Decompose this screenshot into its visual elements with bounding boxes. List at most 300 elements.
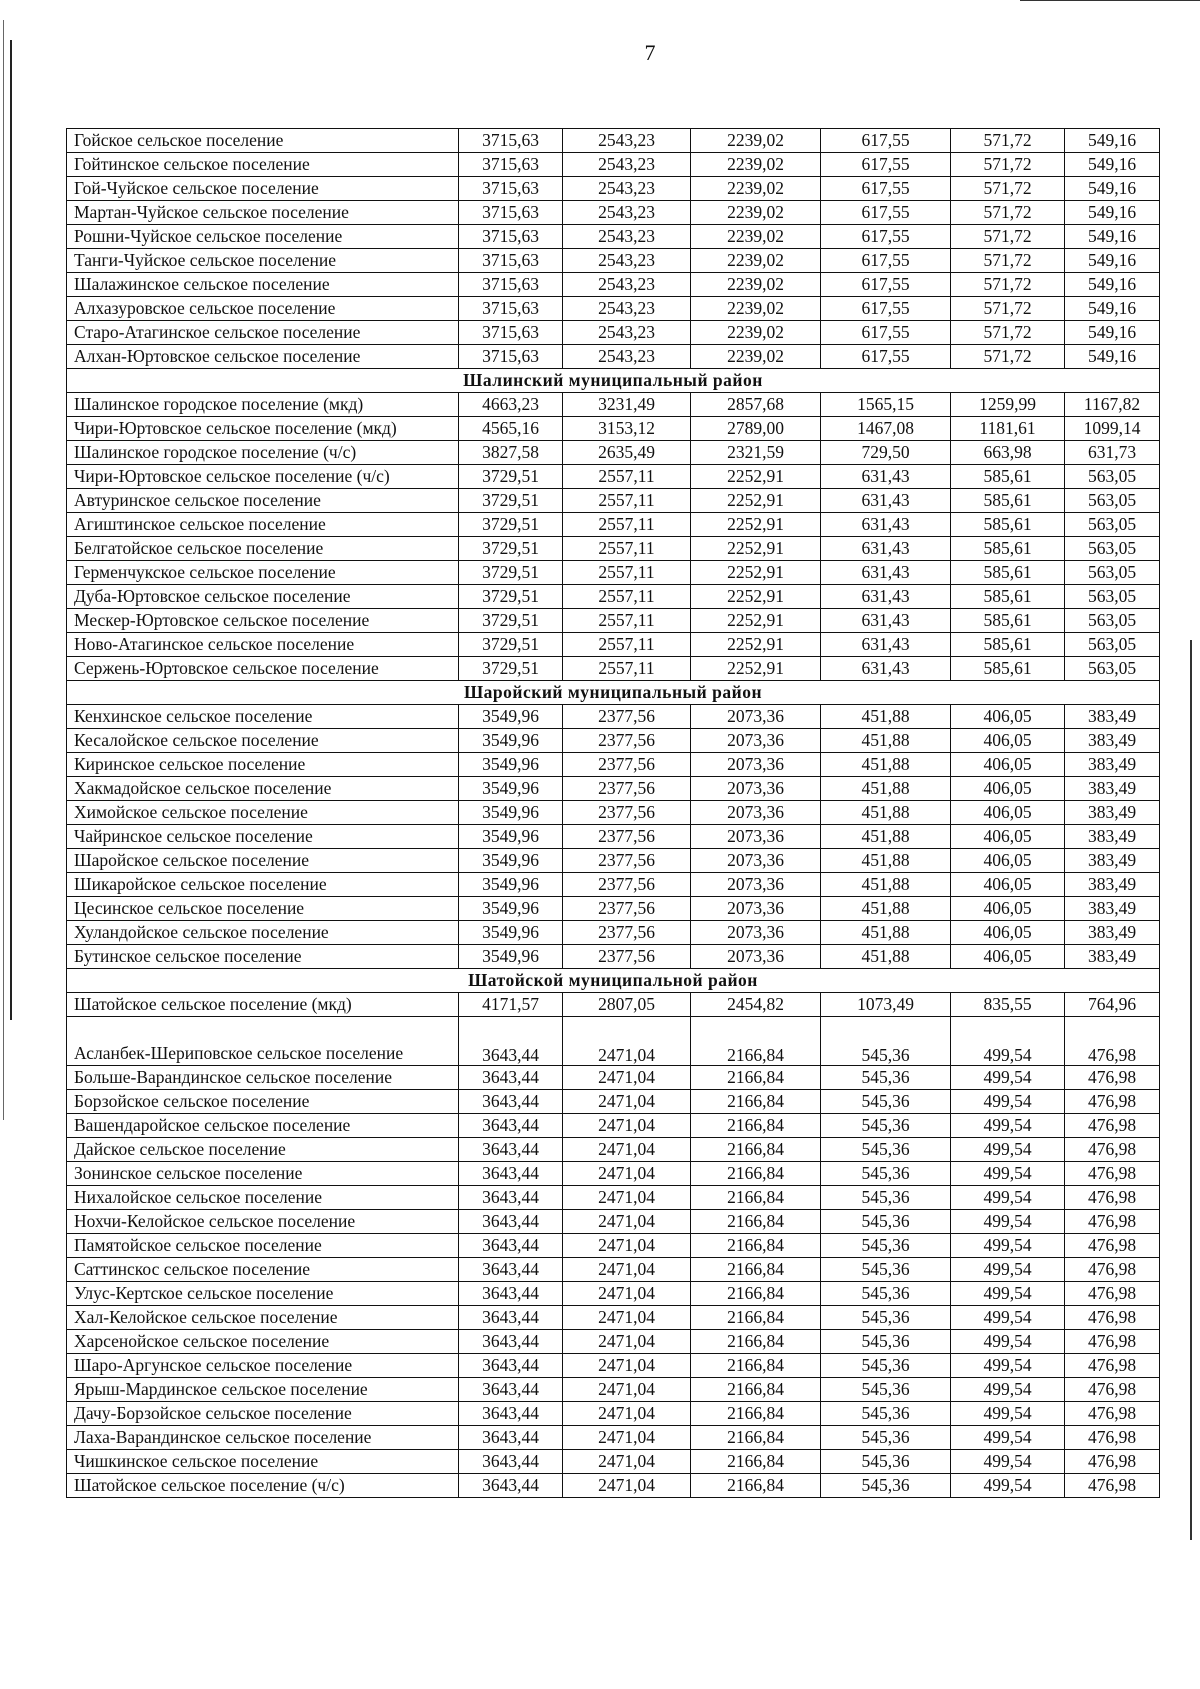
- value-cell-3: 2239,02: [691, 297, 821, 321]
- value-cell-2: 2377,56: [563, 849, 691, 873]
- settlement-name-cell: Ярыш-Мардинское сельское поселение: [67, 1378, 459, 1402]
- value-cell-3: 2166,84: [691, 1474, 821, 1498]
- value-cell-5: 499,54: [951, 1354, 1065, 1378]
- settlement-name-cell: Харсенойское сельское поселение: [67, 1330, 459, 1354]
- value-cell-6: 563,05: [1065, 585, 1160, 609]
- value-cell-5: 499,54: [951, 1330, 1065, 1354]
- value-cell-6: 476,98: [1065, 1450, 1160, 1474]
- value-cell-4: 631,43: [821, 489, 951, 513]
- settlement-name-cell: Гойтинское сельское поселение: [67, 153, 459, 177]
- value-cell-5: 406,05: [951, 897, 1065, 921]
- value-cell-6: 476,98: [1065, 1162, 1160, 1186]
- value-cell-2: 3153,12: [563, 417, 691, 441]
- value-cell-4: 451,88: [821, 825, 951, 849]
- table-row: [67, 873, 1160, 897]
- value-cell-3: 2166,84: [691, 1017, 821, 1066]
- value-cell-2: 2471,04: [563, 1114, 691, 1138]
- value-cell-4: 451,88: [821, 921, 951, 945]
- value-cell-1: 3729,51: [459, 489, 563, 513]
- table-row: [67, 657, 1160, 681]
- settlement-name-cell: Алхазуровское сельское поселение: [67, 297, 459, 321]
- value-cell-6: 476,98: [1065, 1114, 1160, 1138]
- table-row: [67, 489, 1160, 513]
- value-cell-3: 2252,91: [691, 561, 821, 585]
- value-cell-5: 499,54: [951, 1450, 1065, 1474]
- value-cell-6: 383,49: [1065, 777, 1160, 801]
- value-cell-5: 571,72: [951, 297, 1065, 321]
- value-cell-3: 2166,84: [691, 1162, 821, 1186]
- table-row: [67, 1234, 1160, 1258]
- value-cell-6: 383,49: [1065, 729, 1160, 753]
- settlement-name-cell: Асланбек-Шериповское сельское поселение: [67, 1017, 459, 1066]
- settlement-name-cell: Химойское сельское поселение: [67, 801, 459, 825]
- settlement-name-cell: Мартан-Чуйское сельское поселение: [67, 201, 459, 225]
- value-cell-3: 2073,36: [691, 777, 821, 801]
- value-cell-4: 631,43: [821, 465, 951, 489]
- value-cell-1: 4663,23: [459, 393, 563, 417]
- value-cell-4: 451,88: [821, 945, 951, 969]
- value-cell-1: 3715,63: [459, 249, 563, 273]
- value-cell-5: 406,05: [951, 825, 1065, 849]
- value-cell-2: 2471,04: [563, 1306, 691, 1330]
- value-cell-6: 476,98: [1065, 1402, 1160, 1426]
- value-cell-1: 3643,44: [459, 1114, 563, 1138]
- value-cell-2: 2377,56: [563, 945, 691, 969]
- value-cell-4: 631,43: [821, 609, 951, 633]
- district-title: Шаройский муниципальный район: [67, 681, 1160, 705]
- value-cell-5: 571,72: [951, 153, 1065, 177]
- value-cell-1: 3729,51: [459, 561, 563, 585]
- value-cell-1: 3549,96: [459, 825, 563, 849]
- value-cell-5: 499,54: [951, 1474, 1065, 1498]
- value-cell-5: 571,72: [951, 345, 1065, 369]
- table-row: [67, 1378, 1160, 1402]
- settlement-name-cell: Танги-Чуйское сельское поселение: [67, 249, 459, 273]
- table-row: [67, 225, 1160, 249]
- table-row: [67, 561, 1160, 585]
- value-cell-6: 476,98: [1065, 1210, 1160, 1234]
- settlement-name-cell: Белгатойское сельское поселение: [67, 537, 459, 561]
- value-cell-1: 3729,51: [459, 465, 563, 489]
- value-cell-3: 2454,82: [691, 993, 821, 1017]
- value-cell-2: 2471,04: [563, 1186, 691, 1210]
- value-cell-1: 3729,51: [459, 513, 563, 537]
- value-cell-1: 3643,44: [459, 1474, 563, 1498]
- value-cell-5: 585,61: [951, 633, 1065, 657]
- value-cell-2: 2543,23: [563, 177, 691, 201]
- value-cell-6: 563,05: [1065, 537, 1160, 561]
- value-cell-1: 3643,44: [459, 1354, 563, 1378]
- scan-edge-right: [1190, 640, 1192, 1540]
- table-row: [67, 585, 1160, 609]
- value-cell-5: 571,72: [951, 225, 1065, 249]
- value-cell-3: 2239,02: [691, 225, 821, 249]
- value-cell-4: 631,43: [821, 513, 951, 537]
- value-cell-3: 2166,84: [691, 1330, 821, 1354]
- value-cell-3: 2239,02: [691, 129, 821, 153]
- value-cell-1: 3549,96: [459, 849, 563, 873]
- value-cell-1: 3549,96: [459, 729, 563, 753]
- value-cell-5: 571,72: [951, 273, 1065, 297]
- value-cell-6: 476,98: [1065, 1330, 1160, 1354]
- table-row: [67, 1282, 1160, 1306]
- value-cell-5: 585,61: [951, 513, 1065, 537]
- value-cell-1: 3715,63: [459, 153, 563, 177]
- table-row: [67, 393, 1160, 417]
- settlement-name-cell: Хуландойское сельское поселение: [67, 921, 459, 945]
- value-cell-6: 383,49: [1065, 705, 1160, 729]
- settlement-name-cell: Киринское сельское поселение: [67, 753, 459, 777]
- value-cell-2: 2471,04: [563, 1138, 691, 1162]
- table-row: [67, 441, 1160, 465]
- value-cell-1: 3643,44: [459, 1402, 563, 1426]
- value-cell-3: 2073,36: [691, 729, 821, 753]
- table-row: [67, 513, 1160, 537]
- table-row: [67, 921, 1160, 945]
- value-cell-4: 631,43: [821, 561, 951, 585]
- value-cell-5: 406,05: [951, 945, 1065, 969]
- value-cell-4: 451,88: [821, 705, 951, 729]
- value-cell-5: 571,72: [951, 129, 1065, 153]
- value-cell-4: 451,88: [821, 849, 951, 873]
- value-cell-4: 617,55: [821, 225, 951, 249]
- settlement-name-cell: Алхан-Юртовское сельское поселение: [67, 345, 459, 369]
- value-cell-4: 545,36: [821, 1234, 951, 1258]
- value-cell-6: 549,16: [1065, 249, 1160, 273]
- value-cell-3: 2252,91: [691, 609, 821, 633]
- value-cell-2: 2543,23: [563, 297, 691, 321]
- value-cell-2: 2471,04: [563, 1450, 691, 1474]
- value-cell-1: 3549,96: [459, 945, 563, 969]
- value-cell-6: 563,05: [1065, 489, 1160, 513]
- settlement-name-cell: Чишкинское сельское поселение: [67, 1450, 459, 1474]
- value-cell-6: 383,49: [1065, 873, 1160, 897]
- value-cell-5: 406,05: [951, 873, 1065, 897]
- table-row: [67, 753, 1160, 777]
- value-cell-3: 2166,84: [691, 1066, 821, 1090]
- settlement-name-cell: Кенхинское сельское поселение: [67, 705, 459, 729]
- value-cell-4: 617,55: [821, 321, 951, 345]
- value-cell-4: 631,43: [821, 537, 951, 561]
- settlement-name-cell: Шаройское сельское поселение: [67, 849, 459, 873]
- value-cell-6: 476,98: [1065, 1378, 1160, 1402]
- value-cell-3: 2166,84: [691, 1378, 821, 1402]
- value-cell-1: 3715,63: [459, 129, 563, 153]
- value-cell-3: 2166,84: [691, 1234, 821, 1258]
- value-cell-5: 499,54: [951, 1306, 1065, 1330]
- value-cell-2: 2471,04: [563, 1066, 691, 1090]
- value-cell-2: 2471,04: [563, 1282, 691, 1306]
- value-cell-4: 631,43: [821, 633, 951, 657]
- table-row: [67, 1138, 1160, 1162]
- table-row: [67, 129, 1160, 153]
- value-cell-5: 406,05: [951, 729, 1065, 753]
- table-row: [67, 705, 1160, 729]
- value-cell-1: 3827,58: [459, 441, 563, 465]
- table-row: [67, 465, 1160, 489]
- value-cell-3: 2073,36: [691, 753, 821, 777]
- table-row: [67, 1354, 1160, 1378]
- table-row: [67, 1162, 1160, 1186]
- value-cell-3: 2166,84: [691, 1114, 821, 1138]
- settlement-name-cell: Чири-Юртовское сельское поселение (ч/с): [67, 465, 459, 489]
- value-cell-3: 2166,84: [691, 1402, 821, 1426]
- settlement-name-cell: Шатойское сельское поселение (мкд): [67, 993, 459, 1017]
- settlement-name-cell: Цесинское сельское поселение: [67, 897, 459, 921]
- value-cell-2: 2471,04: [563, 1258, 691, 1282]
- table-row: [67, 1066, 1160, 1090]
- value-cell-5: 585,61: [951, 609, 1065, 633]
- value-cell-3: 2857,68: [691, 393, 821, 417]
- value-cell-1: 3643,44: [459, 1282, 563, 1306]
- table-row: [67, 1258, 1160, 1282]
- value-cell-3: 2252,91: [691, 657, 821, 681]
- settlement-name-cell: Зонинское сельское поселение: [67, 1162, 459, 1186]
- value-cell-3: 2166,84: [691, 1426, 821, 1450]
- value-cell-4: 451,88: [821, 777, 951, 801]
- value-cell-1: 3549,96: [459, 897, 563, 921]
- value-cell-6: 383,49: [1065, 849, 1160, 873]
- value-cell-5: 499,54: [951, 1378, 1065, 1402]
- value-cell-2: 2557,11: [563, 657, 691, 681]
- value-cell-5: 406,05: [951, 705, 1065, 729]
- settlement-name-cell: Гой-Чуйское сельское поселение: [67, 177, 459, 201]
- value-cell-2: 2557,11: [563, 465, 691, 489]
- value-cell-6: 476,98: [1065, 1306, 1160, 1330]
- settlement-name-cell: Хал-Келойское сельское поселение: [67, 1306, 459, 1330]
- value-cell-1: 3549,96: [459, 921, 563, 945]
- value-cell-2: 2377,56: [563, 705, 691, 729]
- value-cell-6: 549,16: [1065, 201, 1160, 225]
- value-cell-6: 476,98: [1065, 1354, 1160, 1378]
- value-cell-1: 3715,63: [459, 225, 563, 249]
- section-header-row: [67, 969, 1160, 993]
- value-cell-5: 499,54: [951, 1234, 1065, 1258]
- value-cell-1: 3643,44: [459, 1066, 563, 1090]
- value-cell-5: 663,98: [951, 441, 1065, 465]
- value-cell-6: 563,05: [1065, 657, 1160, 681]
- value-cell-2: 2471,04: [563, 1474, 691, 1498]
- value-cell-2: 2543,23: [563, 321, 691, 345]
- value-cell-6: 383,49: [1065, 753, 1160, 777]
- value-cell-1: 3643,44: [459, 1210, 563, 1234]
- value-cell-5: 585,61: [951, 585, 1065, 609]
- value-cell-3: 2239,02: [691, 153, 821, 177]
- table-row: [67, 1090, 1160, 1114]
- value-cell-4: 1467,08: [821, 417, 951, 441]
- value-cell-5: 1181,61: [951, 417, 1065, 441]
- table-row: [67, 993, 1160, 1017]
- value-cell-4: 451,88: [821, 753, 951, 777]
- value-cell-5: 835,55: [951, 993, 1065, 1017]
- value-cell-1: 3643,44: [459, 1306, 563, 1330]
- value-cell-4: 545,36: [821, 1258, 951, 1282]
- value-cell-2: 2471,04: [563, 1017, 691, 1066]
- settlement-name-cell: Бутинское сельское поселение: [67, 945, 459, 969]
- value-cell-3: 2239,02: [691, 201, 821, 225]
- value-cell-4: 617,55: [821, 177, 951, 201]
- value-cell-2: 3231,49: [563, 393, 691, 417]
- value-cell-2: 2377,56: [563, 753, 691, 777]
- value-cell-5: 1259,99: [951, 393, 1065, 417]
- value-cell-1: 3715,63: [459, 273, 563, 297]
- table-body: [67, 129, 1160, 1498]
- value-cell-3: 2166,84: [691, 1450, 821, 1474]
- settlement-name-cell: Шалинское городское поселение (ч/с): [67, 441, 459, 465]
- value-cell-1: 3643,44: [459, 1186, 563, 1210]
- value-cell-3: 2166,84: [691, 1282, 821, 1306]
- value-cell-3: 2252,91: [691, 513, 821, 537]
- value-cell-6: 1167,82: [1065, 393, 1160, 417]
- table-row: [67, 537, 1160, 561]
- value-cell-5: 406,05: [951, 849, 1065, 873]
- table-row: [67, 897, 1160, 921]
- value-cell-4: 545,36: [821, 1162, 951, 1186]
- value-cell-3: 2073,36: [691, 945, 821, 969]
- value-cell-2: 2377,56: [563, 777, 691, 801]
- value-cell-2: 2543,23: [563, 273, 691, 297]
- value-cell-1: 3715,63: [459, 177, 563, 201]
- value-cell-6: 549,16: [1065, 321, 1160, 345]
- value-cell-1: 3643,44: [459, 1234, 563, 1258]
- value-cell-5: 406,05: [951, 777, 1065, 801]
- value-cell-3: 2073,36: [691, 705, 821, 729]
- value-cell-6: 563,05: [1065, 561, 1160, 585]
- settlement-name-cell: Ново-Атагинское сельское поселение: [67, 633, 459, 657]
- settlement-name-cell: Шатойское сельское поселение (ч/с): [67, 1474, 459, 1498]
- value-cell-2: 2471,04: [563, 1378, 691, 1402]
- value-cell-5: 499,54: [951, 1402, 1065, 1426]
- value-cell-1: 3643,44: [459, 1450, 563, 1474]
- table-row: [67, 777, 1160, 801]
- settlement-name-cell: Дуба-Юртовское сельское поселение: [67, 585, 459, 609]
- value-cell-3: 2166,84: [691, 1354, 821, 1378]
- scan-edge-left: [10, 40, 12, 1020]
- scan-edge-left-outer: [3, 20, 4, 1120]
- value-cell-6: 563,05: [1065, 609, 1160, 633]
- value-cell-5: 585,61: [951, 537, 1065, 561]
- settlement-name-cell: Мескер-Юртовское сельское поселение: [67, 609, 459, 633]
- value-cell-6: 476,98: [1065, 1234, 1160, 1258]
- value-cell-5: 406,05: [951, 921, 1065, 945]
- settlement-name-cell: Кесалойское сельское поселение: [67, 729, 459, 753]
- value-cell-3: 2166,84: [691, 1138, 821, 1162]
- settlement-name-cell: Борзойское сельское поселение: [67, 1090, 459, 1114]
- value-cell-1: 3643,44: [459, 1258, 563, 1282]
- value-cell-3: 2239,02: [691, 321, 821, 345]
- value-cell-4: 545,36: [821, 1474, 951, 1498]
- value-cell-5: 499,54: [951, 1162, 1065, 1186]
- value-cell-1: 3729,51: [459, 657, 563, 681]
- value-cell-4: 617,55: [821, 249, 951, 273]
- value-cell-2: 2557,11: [563, 561, 691, 585]
- value-cell-2: 2471,04: [563, 1330, 691, 1354]
- value-cell-6: 1099,14: [1065, 417, 1160, 441]
- value-cell-6: 476,98: [1065, 1090, 1160, 1114]
- value-cell-2: 2557,11: [563, 585, 691, 609]
- value-cell-1: 3729,51: [459, 633, 563, 657]
- value-cell-4: 545,36: [821, 1138, 951, 1162]
- district-title: Шатойской муниципальной район: [67, 969, 1160, 993]
- settlement-name-cell: Агиштинское сельское поселение: [67, 513, 459, 537]
- value-cell-3: 2789,00: [691, 417, 821, 441]
- table-row: [67, 201, 1160, 225]
- value-cell-4: 545,36: [821, 1282, 951, 1306]
- value-cell-4: 617,55: [821, 201, 951, 225]
- value-cell-2: 2471,04: [563, 1426, 691, 1450]
- table-row: [67, 945, 1160, 969]
- table-row: [67, 1330, 1160, 1354]
- value-cell-2: 2543,23: [563, 225, 691, 249]
- value-cell-6: 563,05: [1065, 465, 1160, 489]
- settlement-name-cell: Шикаройское сельское поселение: [67, 873, 459, 897]
- value-cell-6: 476,98: [1065, 1258, 1160, 1282]
- value-cell-2: 2471,04: [563, 1234, 691, 1258]
- value-cell-2: 2543,23: [563, 153, 691, 177]
- value-cell-5: 406,05: [951, 801, 1065, 825]
- value-cell-4: 617,55: [821, 345, 951, 369]
- value-cell-6: 549,16: [1065, 273, 1160, 297]
- table-row: [67, 321, 1160, 345]
- tariff-table: [66, 128, 1160, 1498]
- value-cell-3: 2166,84: [691, 1210, 821, 1234]
- value-cell-2: 2377,56: [563, 897, 691, 921]
- value-cell-5: 571,72: [951, 321, 1065, 345]
- value-cell-4: 545,36: [821, 1354, 951, 1378]
- value-cell-4: 617,55: [821, 153, 951, 177]
- table-row: [67, 1210, 1160, 1234]
- value-cell-5: 499,54: [951, 1017, 1065, 1066]
- value-cell-1: 3715,63: [459, 201, 563, 225]
- settlement-name-cell: Старо-Атагинское сельское поселение: [67, 321, 459, 345]
- value-cell-4: 617,55: [821, 129, 951, 153]
- settlement-name-cell: Улус-Кертское сельское поселение: [67, 1282, 459, 1306]
- value-cell-5: 585,61: [951, 561, 1065, 585]
- value-cell-1: 4565,16: [459, 417, 563, 441]
- district-title: Шалинский муниципальный район: [67, 369, 1160, 393]
- settlement-name-cell: Памятойское сельское поселение: [67, 1234, 459, 1258]
- table-row: [67, 273, 1160, 297]
- value-cell-6: 764,96: [1065, 993, 1160, 1017]
- value-cell-1: 3643,44: [459, 1090, 563, 1114]
- value-cell-4: 451,88: [821, 729, 951, 753]
- value-cell-3: 2166,84: [691, 1090, 821, 1114]
- value-cell-3: 2252,91: [691, 633, 821, 657]
- settlement-name-cell: Чири-Юртовское сельское поселение (мкд): [67, 417, 459, 441]
- table-row: [67, 1186, 1160, 1210]
- value-cell-3: 2252,91: [691, 537, 821, 561]
- value-cell-6: 563,05: [1065, 633, 1160, 657]
- table-row: [67, 249, 1160, 273]
- value-cell-3: 2239,02: [691, 345, 821, 369]
- table-row: [67, 1426, 1160, 1450]
- value-cell-1: 3643,44: [459, 1378, 563, 1402]
- table-row: [67, 345, 1160, 369]
- value-cell-4: 451,88: [821, 873, 951, 897]
- value-cell-4: 545,36: [821, 1186, 951, 1210]
- value-cell-4: 631,43: [821, 657, 951, 681]
- value-cell-5: 571,72: [951, 249, 1065, 273]
- value-cell-4: 617,55: [821, 273, 951, 297]
- value-cell-1: 4171,57: [459, 993, 563, 1017]
- settlement-name-cell: Лаха-Варандинское сельское поселение: [67, 1426, 459, 1450]
- value-cell-2: 2471,04: [563, 1210, 691, 1234]
- settlement-name-cell: Гойское сельское поселение: [67, 129, 459, 153]
- value-cell-2: 2543,23: [563, 345, 691, 369]
- value-cell-3: 2321,59: [691, 441, 821, 465]
- value-cell-6: 383,49: [1065, 945, 1160, 969]
- value-cell-1: 3643,44: [459, 1426, 563, 1450]
